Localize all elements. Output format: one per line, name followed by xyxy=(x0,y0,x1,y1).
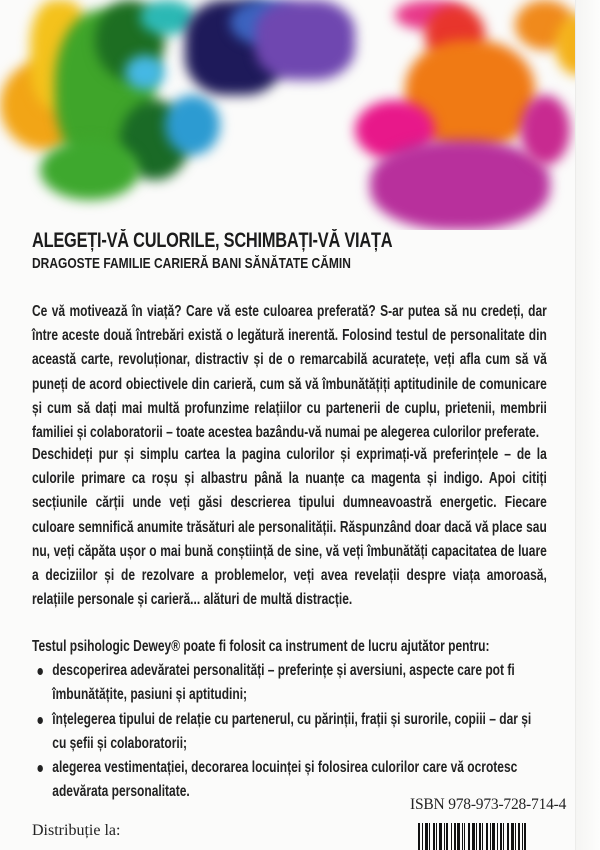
isbn-number: ISBN 978-973-728-714-4 xyxy=(410,796,567,813)
magenta-ink-splash xyxy=(520,95,570,165)
list-item: descoperirea adevăratei personalități – preferințe și aversiuni, aspecte care pot fi îmbunătățite, pasiuni și aptitudini; xyxy=(32,659,547,707)
blurb-paragraph-2 xyxy=(32,443,547,612)
cyan-ink-splash xyxy=(125,55,165,90)
paragraph-text: Ce vă motivează în viață? Care vă este culoarea preferată? S-ar putea să nu credeți, dar între aceste două întrebări există o legătură inerentă. Folosind testul de personalitate din această carte, revoluționar, distractiv și de o remarcabilă acuratețe, veți afla cum să vă puneți de acord obiectivele din carieră, cum să vă îmbunătățiți aptitudinile de comunicare și cum să dați mai multă profunzime relațiilor cu partenerii de cuplu, prietenii, membrii familiei și colaboratorii – toate acestea bazându-vă numai pe alegerea culorilor preferate. xyxy=(32,303,547,442)
green-ink-splash xyxy=(40,140,140,200)
distribution-label: Distribuție la: xyxy=(32,822,121,839)
list-item: înțelegerea tipului de relație cu partenerul, cu părinții, frații și surorile, copiii – dar și cu șefii și colaboratorii; xyxy=(32,708,547,756)
book-subtitle: DRAGOSTE FAMILIE CARIERĂ BANI SĂNĂTATE CĂMIN xyxy=(32,255,351,272)
cover-edge xyxy=(575,0,600,850)
list-item: alegerea vestimentației, decorarea locuinței și folosirea culorilor care vă ocrotesc adevărata personalitate. xyxy=(32,756,547,804)
magenta-ink-splash xyxy=(370,140,550,230)
cyan-ink-splash xyxy=(165,95,220,155)
blurb-paragraph-1 xyxy=(32,300,547,445)
book-title: ALEGEȚI-VĂ CULORILE, SCHIMBAȚI-VĂ VIAȚA xyxy=(32,229,393,252)
uses-list xyxy=(32,659,547,804)
paint-splash-artwork xyxy=(0,0,600,230)
uses-list-section xyxy=(32,635,547,804)
list-intro: Testul psihologic Dewey® poate fi folosit ca instrument de lucru ajutător pentru: xyxy=(32,638,490,655)
title-block xyxy=(32,228,494,274)
purple-ink-splash xyxy=(255,0,355,80)
paragraph-text: Deschideți pur și simplu cartea la pagina culorilor și exprimați-vă preferințele – de la culorile primare ca roșu și albastru până la nuanțe ca magenta și indigo. Apoi citiți secțiunile cărții unde veți găsi descrierea tipului dumneavoastră energetic. Fiecare culoare semnifică anumite trăsături ale personalității. Răspunzând doar dacă vă place sau nu, veți căpăta ușor o mai bună conștiință de sine, vă veți îmbunătăți capacitatea de luare a deciziilor și de rezolvare a problemelor, veți avea revelații despre viața amoroasă, relațiile personale și carieră... alături de multă distracție. xyxy=(32,446,547,609)
barcode xyxy=(418,823,566,850)
